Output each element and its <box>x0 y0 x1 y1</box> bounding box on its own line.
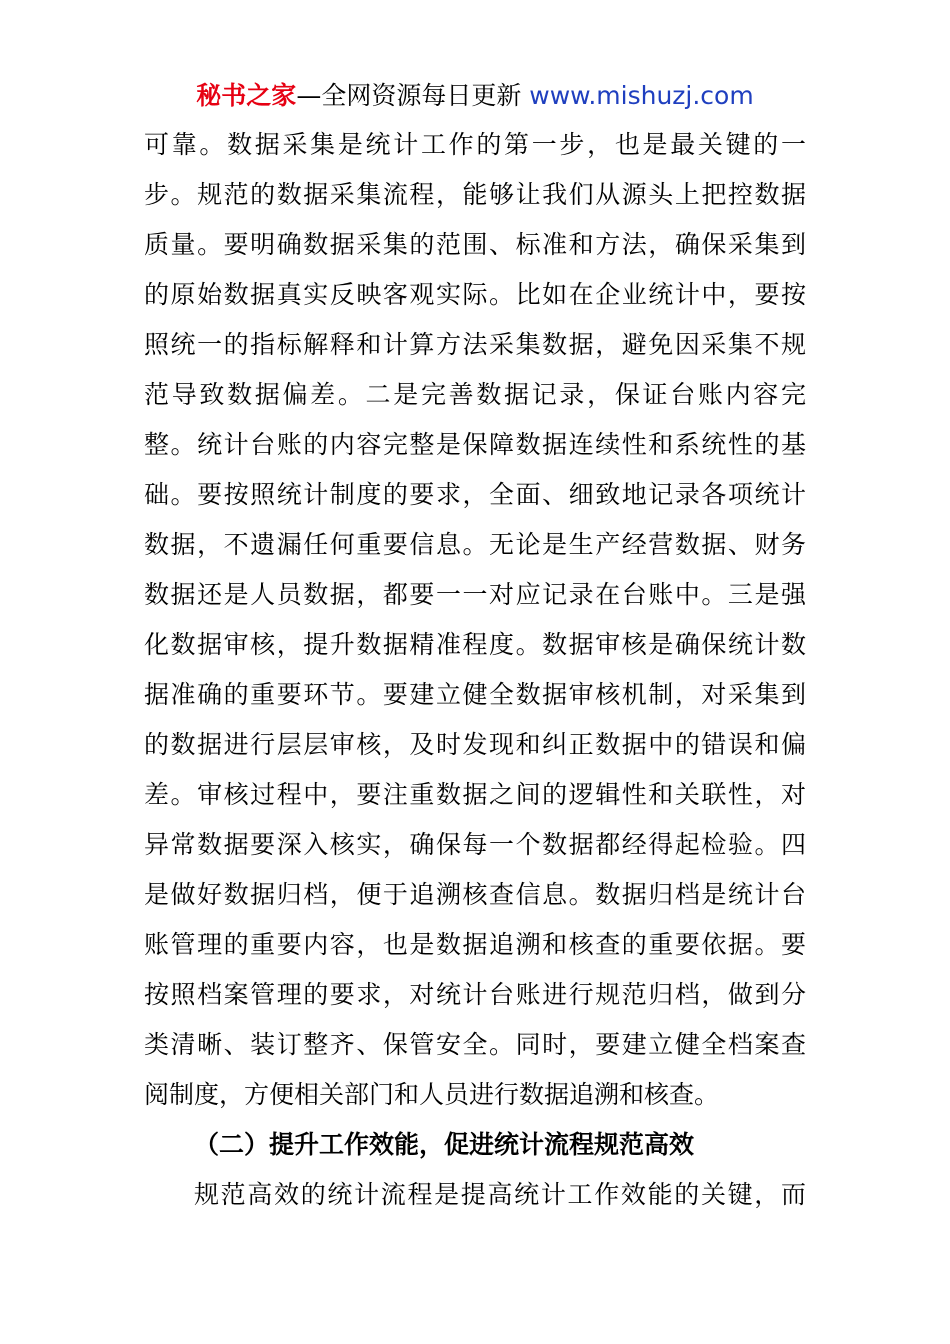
section-heading: （二）提升工作效能，促进统计流程规范高效 <box>194 1130 695 1159</box>
body-line-2: 步。规范的数据采集流程，能够让我们从源头上把控数据 <box>144 180 806 209</box>
body-line-10: 数据还是人员数据，都要一一对应记录在台账中。三是强 <box>144 580 806 609</box>
paragraph-first-line: 规范高效的统计流程是提高统计工作效能的关键，而 <box>194 1180 806 1209</box>
site-url-link[interactable]: www.mishuzj.com <box>529 81 754 110</box>
body-line-5: 照统一的指标解释和计算方法采集数据，避免因采集不规 <box>144 330 806 359</box>
body-line-12: 据准确的重要环节。要建立健全数据审核机制，对采集到 <box>144 680 806 709</box>
body-line-20: 阅制度，方便相关部门和人员进行数据追溯和核查。 <box>144 1080 720 1109</box>
site-brand: 秘书之家 <box>196 81 297 110</box>
body-line-6: 范导致数据偏差。二是完善数据记录，保证台账内容完 <box>144 380 806 409</box>
body-line-14: 差。审核过程中，要注重数据之间的逻辑性和关联性，对 <box>144 780 806 809</box>
body-line-7: 整。统计台账的内容完整是保障数据连续性和系统性的基 <box>144 430 806 459</box>
body-line-17: 账管理的重要内容，也是数据追溯和核查的重要依据。要 <box>144 930 806 959</box>
document-body <box>144 120 806 1220</box>
body-line-15: 异常数据要深入核实，确保每一个数据都经得起检验。四 <box>144 830 806 859</box>
body-line-11: 化数据审核，提升数据精准程度。数据审核是确保统计数 <box>144 630 806 659</box>
body-line-16: 是做好数据归档，便于追溯核查信息。数据归档是统计台 <box>144 880 806 909</box>
body-line-3: 质量。要明确数据采集的范围、标准和方法，确保采集到 <box>144 230 806 259</box>
body-line-18: 按照档案管理的要求，对统计台账进行规范归档，做到分 <box>144 980 806 1009</box>
body-line-4: 的原始数据真实反映客观实际。比如在企业统计中，要按 <box>144 280 806 309</box>
body-line-1: 可靠。数据采集是统计工作的第一步，也是最关键的一 <box>144 130 806 159</box>
site-tagline: —全网资源每日更新 <box>296 81 522 110</box>
body-line-19: 类清晰、装订整齐、保管安全。同时，要建立健全档案查 <box>144 1030 806 1059</box>
site-header <box>0 80 950 112</box>
body-line-9: 数据，不遗漏任何重要信息。无论是生产经营数据、财务 <box>144 530 806 559</box>
body-line-8: 础。要按照统计制度的要求，全面、细致地记录各项统计 <box>144 480 806 509</box>
body-line-13: 的数据进行层层审核，及时发现和纠正数据中的错误和偏 <box>144 730 806 759</box>
